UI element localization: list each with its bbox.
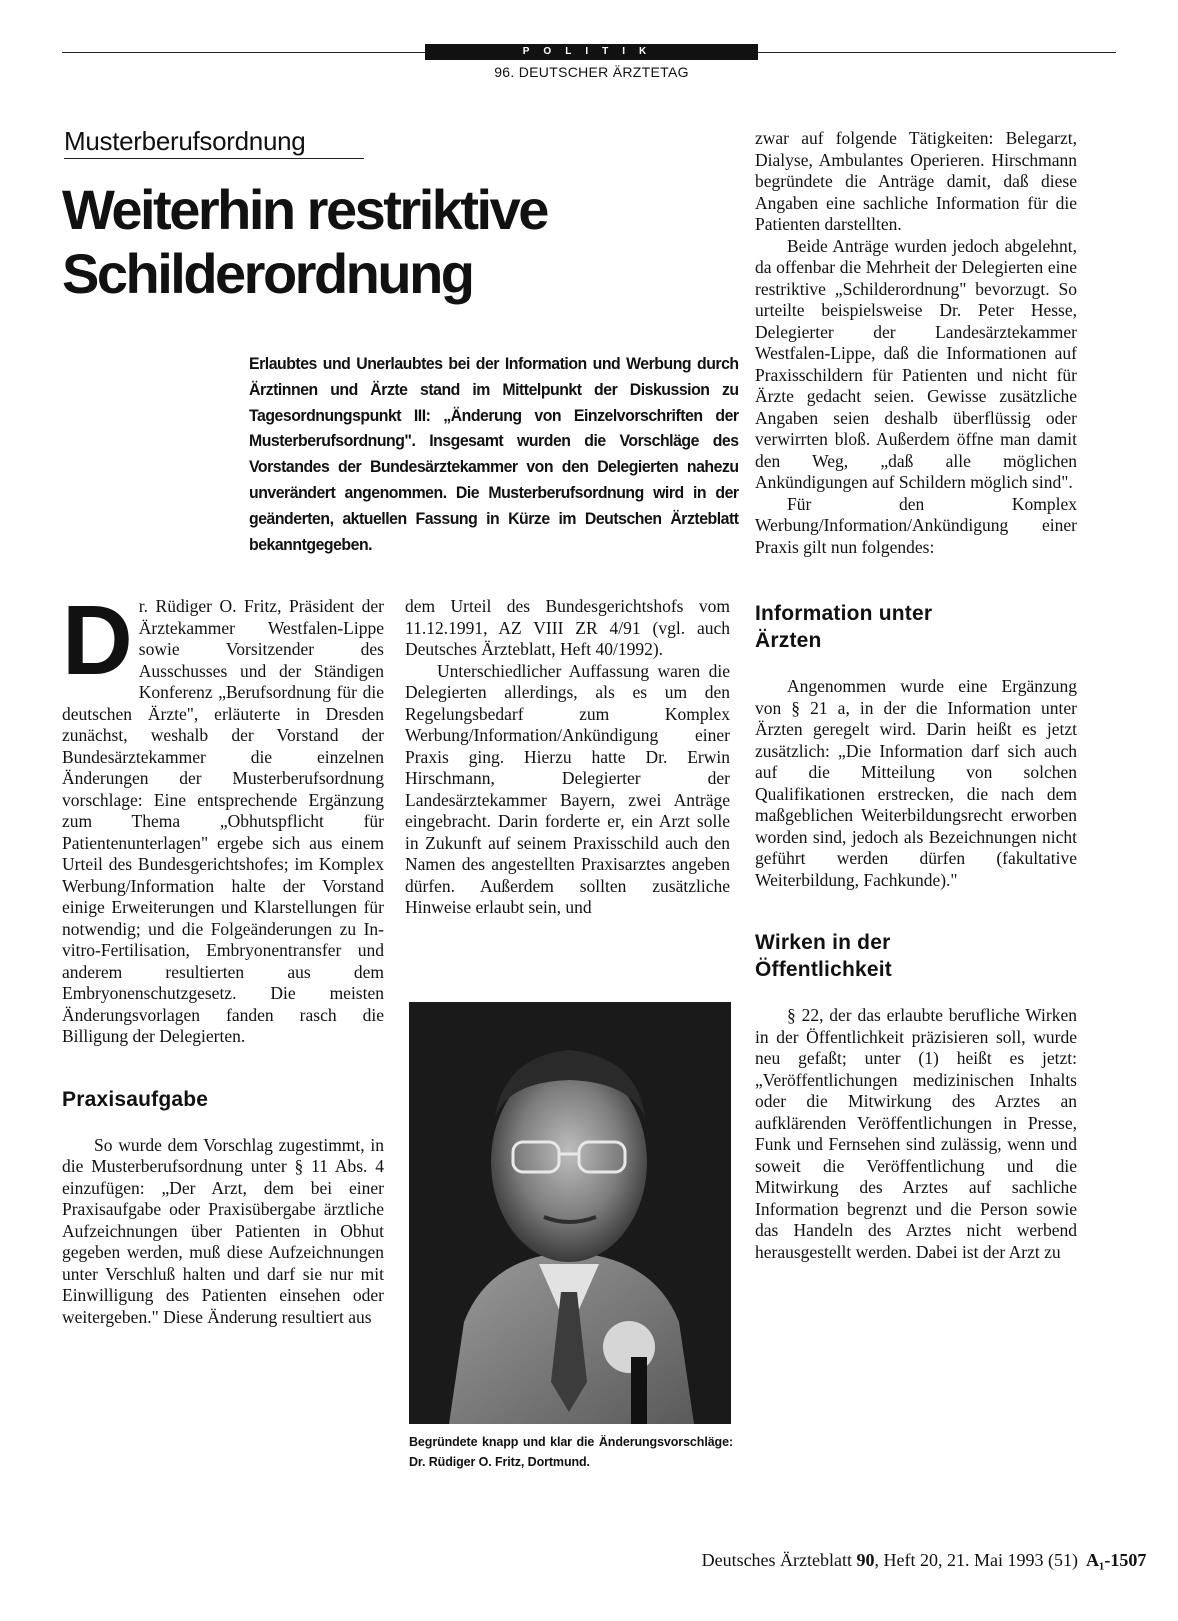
paragraph: Beide Anträge wurden jedoch abgelehnt, da offenbar die Mehrheit der Delegierten eine restriktive „Schilderordnung" bevorzugt. So urteilte beispielsweise Dr. Peter Hesse, Delegierter der Landesärztekammer Westfalen-Lippe, daß die Informationen auf Praxisschildern für Patienten und nicht für Ärzte gedacht seien. Gewisse zusätzliche Angaben seien deshalb überflüssig oder verwirrten bloß. Außerdem öffne man damit den Weg, „daß alle möglichen Ankündigungen auf Schildern möglich sind".: [755, 235, 1077, 492]
subhead-information-unter-aerzten: [755, 600, 1077, 654]
issue-info: , Heft 20, 21. Mai 1993 (51): [874, 1550, 1078, 1570]
subhead-wirken-in-der-oeffentlichkeit: [755, 929, 1077, 983]
footer-citation: [702, 1550, 1078, 1571]
paragraph-text: r. Rüdiger O. Fritz, Präsident der Ärztekammer Westfalen-Lippe sowie Vorsitzender des Ausschusses und der Ständigen Konferenz „Berufsordnung für die deutschen Ärzte", erläuterte in Dresden zunächst, weshalb der Vorstand der Bundesärztekammer die einzelnen Änderungen der Musterberufsordnung vorschlage: Eine entsprechende Ergänzung zum Thema „Obhutspflicht für Patientenunterlagen" ergebe sich aus einem Urteil des Bundesgerichtshofes; im Komplex Werbung/Information halte der Vorstand einige Erweiterungen und Klarstellungen für notwendig; und die Folgeänderungen zu In-vitro-Fertilisation, Embryonentransfer und anderem resultierten aus dem Embryonenschutzgesetz. Die meisten Änderungsvorlagen fanden rasch die Billigung der Delegierten.: [62, 596, 384, 1046]
drop-cap: D: [62, 585, 131, 695]
paragraph: Unterschiedlicher Auffassung waren die Delegierten allerdings, als es um den Regelungsbedarf zum Komplex Werbung/Information/Ankündigung einer Praxis ging. Hierzu hatte Dr. Erwin Hirschmann, Delegierter der Landesärztekammer Bayern, zwei Anträge eingebracht. Darin forderte er, ein Arzt solle in Zukunft auf seinem Praxisschild auch den Namen des angestellten Praxisarztes angeben dürfen. Außerdem sollten zusätzliche Hinweise erlaubt sein, und: [405, 660, 730, 917]
paragraph: So wurde dem Vorschlag zugestimmt, in die Musterberufsordnung unter § 11 Abs. 4 einzufügen: „Der Arzt, dem bei einer Praxisaufgabe oder Praxisübergabe ärztliche Aufzeichnungen über Patienten in Obhut gegeben werden, muß diese Aufzeichnungen unter Verschluß halten und darf sie nur mit Einwilligung des Patienten einsehen oder weitergeben." Diese Änderung resultiert aus: [62, 1134, 384, 1327]
paragraph: [62, 585, 384, 1048]
paragraph: Angenommen wurde eine Ergänzung von § 21 a, in der die Information unter Ärzten geregelt wird. Darin heißt es jetzt zusätzlich: „Die Information darf sich auch auf die Mitteilung von solchen Qualifikationen erstrecken, die nach dem maßgeblichen Weiterbildungsrecht erworben worden sind, jedoch als Bezeichnungen nicht geführt werden dürfen (fakultative Weiterbildung, Fachkunde).": [755, 676, 1077, 890]
paragraph: Für den Komplex Werbung/Information/Ankündigung einer Praxis gilt nun folgendes:: [755, 493, 1077, 557]
headline-line-1: Weiterhin restriktive: [62, 178, 547, 241]
subhead-line: Wirken in der: [755, 931, 891, 954]
subhead-line: Öffentlichkeit: [755, 958, 892, 981]
article-kicker: Musterberufsordnung: [64, 126, 364, 159]
column-3: [755, 128, 1077, 1263]
page-folio: A₁-1507: [1086, 1550, 1147, 1570]
paragraph: zwar auf folgende Tätigkeiten: Belegarzt, Dialyse, Ambulantes Operieren. Hirschmann begründete die Anträge damit, daß diese Angaben eine sachliche Information für die Patienten darstellten.: [755, 128, 1077, 234]
volume-number: 90: [856, 1550, 875, 1570]
subhead-line: Ärzten: [755, 629, 822, 652]
paragraph: § 22, der das erlaubte berufliche Wirken in der Öffentlichkeit präzisieren soll, wurde neu gefaßt; unter (1) heißt es jetzt: „Veröffentlichungen medizinischen Inhalts oder die Mitwirkung des Arztes an aufklärenden Veröffentlichungen in Presse, Funk und Fernsehen sind zulässig, wenn und soweit die Veröffentlichung und die Mitwirkung des Arztes auf sachliche Information begrenzt und die Person sowie das Handeln des Arztes nicht werbend herausgestellt werden. Dabei ist der Arzt zu: [755, 1005, 1077, 1262]
paragraph: dem Urteil des Bundesgerichtshofs vom 11.12.1991, AZ VIII ZR 4/91 (vgl. auch Deutsches Ärzteblatt, Heft 40/1992).: [405, 596, 730, 659]
section-subtitle: 96. DEUTSCHER ÄRZTETAG: [494, 64, 689, 80]
journal-name: Deutsches Ärzteblatt: [701, 1550, 853, 1570]
section-tag: POLITIK: [425, 44, 758, 60]
column-1: [62, 585, 384, 1328]
headline-line-2: Schilderordnung: [62, 242, 473, 305]
photo-caption: Begründete knapp und klar die Änderungsvorschläge: Dr. Rüdiger O. Fritz, Dortmund.: [409, 1435, 733, 1469]
portrait-photo: [409, 1002, 731, 1424]
subhead-praxisaufgabe: Praxisaufgabe: [62, 1087, 209, 1111]
subhead-line: Information unter: [755, 602, 933, 625]
column-2: [405, 596, 730, 919]
article-headline: [62, 178, 752, 306]
portrait-illustration: [409, 1002, 731, 1424]
article-lead: Erlaubtes und Unerlaubtes bei der Information und Werbung durch Ärztinnen und Ärzte stand im Mittelpunkt der Diskussion zu Tagesordnungspunkt III: „Änderung von Einzelvorschriften der Musterberufsordnung". Insgesamt wurden die Vorschläge des Vorstandes der Bundesärztekammer von den Delegierten nahezu unverändert angenommen. Die Musterberufsordnung wird in der geänderten, aktuellen Fassung in Kürze im Deutschen Ärzteblatt bekanntgegeben.: [249, 355, 739, 554]
